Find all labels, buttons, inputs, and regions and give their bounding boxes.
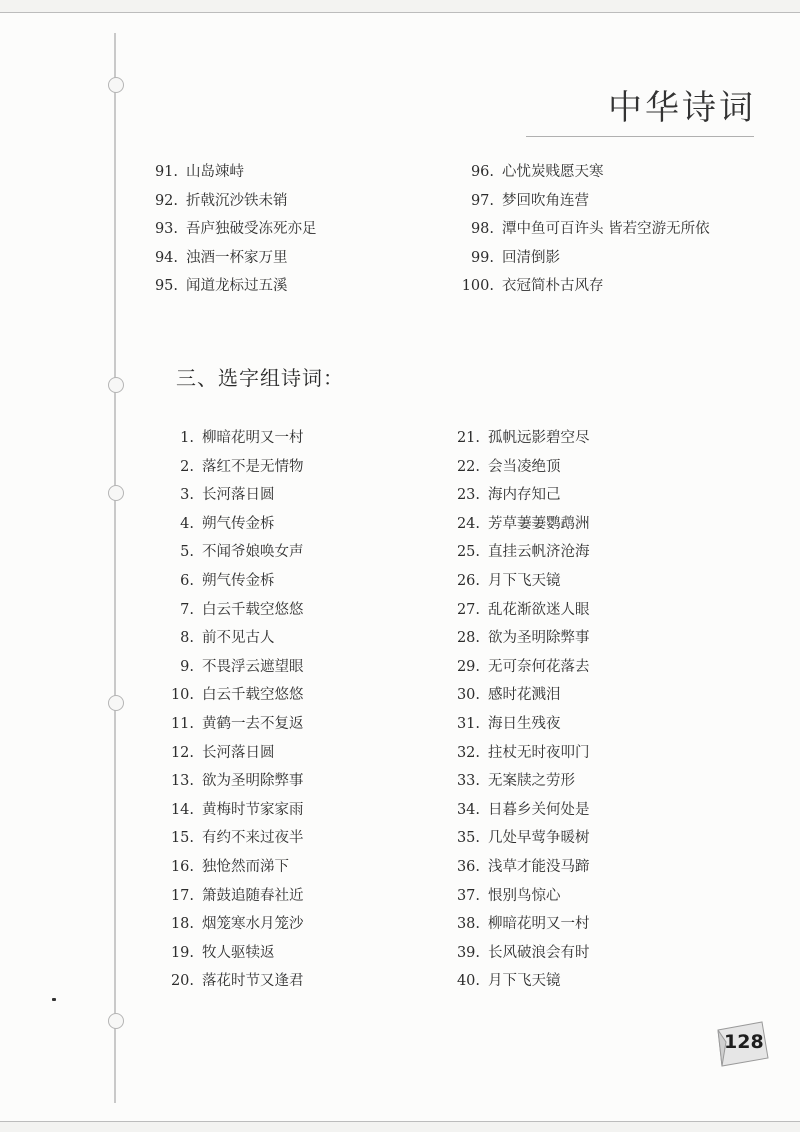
item-number: 6. — [180, 572, 194, 589]
list-item — [458, 215, 710, 244]
item-text: 长河落日圆 — [202, 744, 275, 761]
item-number: 14. — [170, 801, 194, 818]
list-item — [448, 767, 590, 796]
item-text: 欲为圣明除弊事 — [202, 773, 304, 790]
list-item — [160, 796, 304, 825]
item-text: 芳草萋萋鹦鹉洲 — [488, 515, 590, 532]
item-text: 有约不来过夜半 — [202, 830, 304, 847]
list-item — [160, 424, 304, 453]
list-item — [458, 272, 710, 301]
binder-hole — [108, 695, 124, 711]
list-item — [160, 567, 304, 596]
list-item — [160, 710, 304, 739]
item-number: 100. — [461, 278, 494, 294]
item-text: 白云千载空悠悠 — [202, 687, 304, 704]
item-number: 17. — [170, 887, 194, 904]
item-number: 31. — [456, 715, 480, 732]
item-number: 5. — [180, 544, 194, 561]
item-number: 39. — [456, 944, 480, 961]
item-number: 29. — [456, 658, 480, 675]
list-item — [150, 158, 317, 187]
item-number: 37. — [456, 887, 480, 904]
page-header-title: 中华诗词 — [608, 88, 756, 128]
binder-hole — [108, 377, 124, 393]
item-number: 1. — [180, 430, 194, 446]
list-item — [448, 538, 590, 567]
item-text: 前不见古人 — [202, 630, 275, 647]
item-number: 13. — [170, 773, 194, 790]
list-item — [160, 967, 304, 996]
item-text: 长河落日圆 — [202, 487, 275, 504]
item-text: 几处早莺争暖树 — [488, 830, 590, 847]
list-item — [458, 244, 710, 273]
item-number: 19. — [170, 944, 194, 961]
list-item — [448, 824, 590, 853]
item-text: 衣冠简朴古风存 — [502, 278, 604, 294]
item-number: 91. — [154, 164, 178, 180]
item-number: 3. — [180, 487, 194, 504]
item-number: 36. — [456, 858, 480, 875]
item-text: 折戟沉沙铁未销 — [186, 192, 288, 209]
list-item — [448, 567, 590, 596]
item-number: 40. — [456, 973, 480, 990]
list-item — [448, 910, 590, 939]
list-item — [458, 187, 710, 216]
item-number: 34. — [456, 801, 480, 818]
item-text: 感时花溅泪 — [488, 687, 561, 704]
answer-list-top-right — [458, 158, 710, 301]
item-number: 24. — [456, 515, 480, 532]
item-number: 10. — [170, 687, 194, 704]
list-item — [160, 510, 304, 539]
list-item — [448, 939, 590, 968]
item-text: 黄梅时节家家雨 — [202, 801, 304, 818]
item-number: 30. — [456, 687, 480, 704]
item-text: 孤帆远影碧空尽 — [488, 430, 590, 446]
list-item — [160, 824, 304, 853]
binder-hole — [108, 77, 124, 93]
list-item — [448, 596, 590, 625]
item-text: 吾庐独破受冻死亦足 — [186, 221, 317, 237]
item-number: 26. — [456, 572, 480, 589]
item-text: 黄鹤一去不复返 — [202, 715, 304, 732]
item-number: 32. — [456, 744, 480, 761]
list-item — [160, 739, 304, 768]
list-item — [160, 853, 304, 882]
answer-list-left — [160, 424, 304, 996]
scan-speck — [52, 998, 56, 1001]
item-text: 浊酒一杯家万里 — [186, 249, 288, 266]
item-number: 94. — [154, 249, 178, 266]
binder-hole — [108, 1013, 124, 1029]
item-number: 97. — [470, 192, 494, 209]
list-item — [160, 481, 304, 510]
item-text: 独怆然而涕下 — [202, 858, 289, 875]
answer-list-right — [448, 424, 590, 996]
item-text: 柳暗花明又一村 — [202, 430, 304, 446]
item-number: 92. — [154, 192, 178, 209]
item-text: 恨别鸟惊心 — [488, 887, 561, 904]
list-item — [448, 510, 590, 539]
item-number: 18. — [170, 916, 194, 933]
header-divider — [526, 136, 754, 137]
item-number: 16. — [170, 858, 194, 875]
list-item — [160, 910, 304, 939]
item-text: 落红不是无情物 — [202, 458, 304, 475]
item-text: 闻道龙标过五溪 — [186, 278, 288, 294]
list-item — [448, 653, 590, 682]
item-text: 烟笼寒水月笼沙 — [202, 916, 304, 933]
item-number: 33. — [456, 773, 480, 790]
list-item — [448, 453, 590, 482]
item-text: 潭中鱼可百许头 皆若空游无所依 — [502, 221, 710, 237]
list-item — [448, 710, 590, 739]
item-text: 月下飞天镜 — [488, 572, 561, 589]
item-number: 9. — [180, 658, 194, 675]
item-number: 23. — [456, 487, 480, 504]
item-text: 朔气传金柝 — [202, 515, 275, 532]
item-text: 无可奈何花落去 — [488, 658, 590, 675]
item-number: 35. — [456, 830, 480, 847]
list-item — [150, 272, 317, 301]
item-number: 22. — [456, 458, 480, 475]
item-text: 无案牍之劳形 — [488, 773, 575, 790]
item-number: 27. — [456, 601, 480, 618]
section-heading: 三、选字组诗词： — [176, 366, 344, 390]
item-number: 99. — [470, 249, 494, 266]
item-number: 38. — [456, 916, 480, 933]
list-item — [150, 215, 317, 244]
list-item — [150, 244, 317, 273]
item-text: 浅草才能没马蹄 — [488, 858, 590, 875]
list-item — [160, 882, 304, 911]
item-text: 月下飞天镜 — [488, 973, 561, 990]
list-item — [448, 796, 590, 825]
page-number: 128 — [724, 1031, 764, 1053]
list-item — [448, 681, 590, 710]
item-text: 朔气传金柝 — [202, 572, 275, 589]
item-number: 4. — [180, 515, 194, 532]
item-text: 落花时节又逢君 — [202, 973, 304, 990]
item-number: 28. — [456, 630, 480, 647]
list-item — [160, 453, 304, 482]
item-number: 98. — [470, 221, 494, 237]
item-number: 8. — [180, 630, 194, 647]
answer-list-top-left — [150, 158, 317, 301]
item-text: 山岛竦峙 — [186, 164, 244, 180]
item-number: 2. — [180, 458, 194, 475]
list-item — [448, 624, 590, 653]
item-number: 95. — [154, 278, 178, 294]
item-text: 日暮乡关何处是 — [488, 801, 590, 818]
item-text: 牧人驱犊返 — [202, 944, 275, 961]
list-item — [448, 424, 590, 453]
list-item — [160, 939, 304, 968]
list-item — [150, 187, 317, 216]
list-item — [160, 624, 304, 653]
item-number: 93. — [154, 221, 178, 237]
list-item — [160, 596, 304, 625]
list-item — [458, 158, 710, 187]
binder-hole — [108, 485, 124, 501]
list-item — [448, 481, 590, 510]
item-text: 会当凌绝顶 — [488, 458, 561, 475]
item-text: 不闻爷娘唤女声 — [202, 544, 304, 561]
item-text: 直挂云帆济沧海 — [488, 544, 590, 561]
binding-line — [114, 33, 116, 1103]
item-text: 长风破浪会有时 — [488, 944, 590, 961]
item-number: 96. — [470, 164, 494, 180]
list-item — [160, 681, 304, 710]
list-item — [448, 853, 590, 882]
item-text: 心忧炭贱愿天寒 — [502, 164, 604, 180]
item-number: 25. — [456, 544, 480, 561]
list-item — [448, 739, 590, 768]
item-text: 不畏浮云遮望眼 — [202, 658, 304, 675]
item-text: 箫鼓追随春社近 — [202, 887, 304, 904]
item-text: 欲为圣明除弊事 — [488, 630, 590, 647]
item-text: 回清倒影 — [502, 249, 560, 266]
item-text: 梦回吹角连营 — [502, 192, 589, 209]
item-number: 7. — [180, 601, 194, 618]
item-text: 海内存知己 — [488, 487, 561, 504]
list-item — [448, 967, 590, 996]
item-number: 11. — [170, 715, 194, 732]
list-item — [160, 767, 304, 796]
item-text: 乱花渐欲迷人眼 — [488, 601, 590, 618]
item-text: 海日生残夜 — [488, 715, 561, 732]
item-text: 白云千载空悠悠 — [202, 601, 304, 618]
item-number: 21. — [456, 430, 480, 446]
item-number: 12. — [170, 744, 194, 761]
item-number: 15. — [170, 830, 194, 847]
item-text: 拄杖无时夜叩门 — [488, 744, 590, 761]
list-item — [160, 653, 304, 682]
item-number: 20. — [170, 973, 194, 990]
item-text: 柳暗花明又一村 — [488, 916, 590, 933]
list-item — [160, 538, 304, 567]
list-item — [448, 882, 590, 911]
